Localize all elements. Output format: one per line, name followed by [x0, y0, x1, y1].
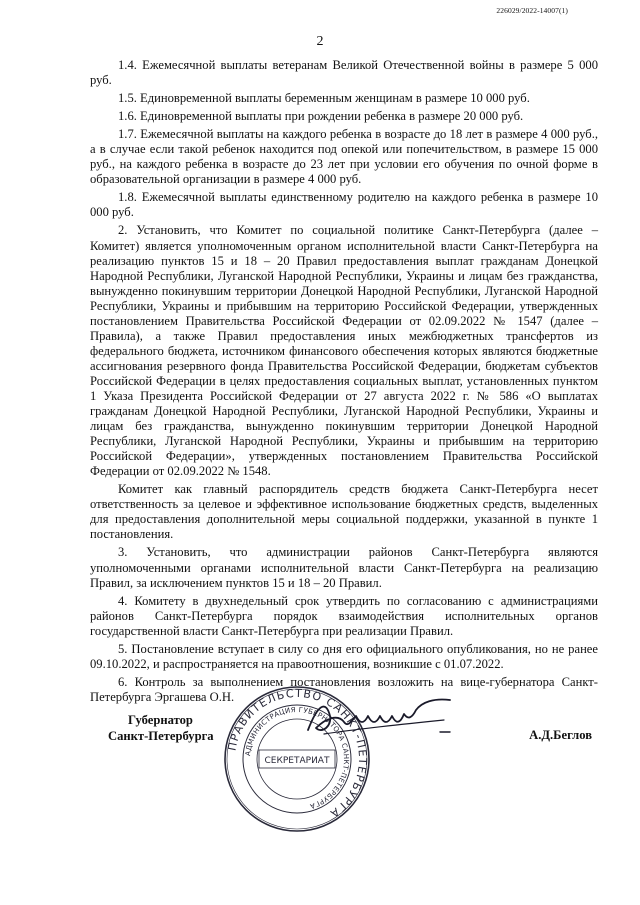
seal-inner-text: АДМИНИСТРАЦИЯ ГУБЕРНАТОРА САНКТ-ПЕТЕРБУРГА [244, 705, 351, 811]
paragraph-2: 2. Установить, что Комитет по социальной политике Санкт-Петербурга (далее – Комитет) является уполномоченным органом исполнительной власти Санкт-Петербурга на реализацию пунктов 15 и 18 – 20 Правил предоставления выплат гражданам Донецкой Народной Республики, Луганской Народной Республики, Украины и лицам без гражданства, вынужденно покинувшим территории Донецкой Народной Республики, Луганской Народной Республики, Украины и прибывшим на территорию Российской Федерации, утвержденных постановлением Правительства Российской Федерации от 02.09.2022 № 1547 (далее – Правила), а также Правил предоставления иных межбюджетных трансфертов из федерального бюджета, источником финансового обеспечения которых являются бюджетные ассигнования резервного фонда Правительства Российской Федерации, бюджетам субъектов Российской Федерации в целях предоставления социальных выплат, установленных пунктом 1 Указа Президента Российской Федерации от 27 августа 2022 г. № 586 «О выплатах гражданам Донецкой Народной Республики, Луганской Народной Республики, Украины и лицам без гражданства, вынужденно покинувшим территории Донецкой Народной Республики, Луганской Народной Республики, Украины и прибывшим на территорию Российской Федерации», утвержденных постановлением Правительства Российской Федерации от 02.09.2022 № 1548. [90, 223, 598, 479]
signatory-title [108, 712, 214, 744]
signatory-title-line1: Губернатор [128, 713, 193, 727]
handwritten-signature-icon [304, 694, 454, 742]
paragraph-3: 3. Установить, что администрации районов Санкт-Петербурга являются уполномоченными органами исполнительной власти Санкт-Петербурга на реализацию Правил, за исключением пунктов 15 и 18 – 20 Правил. [90, 545, 598, 590]
paragraph-6: 6. Контроль за выполнением постановления возложить на вице-губернатора Санкт-Петербурга Эргашева О.Н. [90, 674, 598, 704]
paragraph-1-4: 1.4. Ежемесячной выплаты ветеранам Великой Отечественной войны в размере 5 000 руб. [90, 58, 598, 88]
paragraph-4: 4. Комитету в двухнедельный срок утвердить по согласованию с администрациями районов Санкт-Петербурга порядок взаимодействия исполнительных органов государственной власти Санкт-Петербурга при реализации Правил. [90, 593, 598, 638]
signatory-title-line2: Санкт-Петербурга [108, 729, 214, 743]
paragraph-1-7: 1.7. Ежемесячной выплаты на каждого ребенка в возрасте до 18 лет в размере 4 000 руб., а в случае если такой ребенок находится под опекой или попечительством, в размере 15 000 руб., на каждого ребенка в возрасте до 23 лет при условии его обучения по очной форме в образовательной организации в размере 4 000 руб. [90, 127, 598, 187]
paragraph-1-6: 1.6. Единовременной выплаты при рождении ребенка в размере 20 000 руб. [118, 109, 524, 124]
paragraph-5: 5. Постановление вступает в силу со дня его официального опубликования, но не ранее 09.10.2022, и распространяется на правоотношения, возникшие с 01.07.2022. [90, 641, 598, 671]
paragraph-1-5: 1.5. Единовременной выплаты беременным женщинам в размере 10 000 руб. [118, 91, 530, 106]
seal-outer-text: ПРАВИТЕЛЬСТВО САНКТ-ПЕТЕРБУРГА [225, 686, 370, 821]
document-body [90, 58, 598, 708]
signatory-name: А.Д.Беглов [529, 728, 592, 742]
paragraph-committee: Комитет как главный распорядитель средств бюджета Санкт-Петербурга несет ответственность за целевое и эффективное использование бюджетных средств, выделенных для предоставления дополнительной меры социальной поддержки, указанной в пункте 1 постановления. [90, 482, 598, 542]
paragraph-1-8: 1.8. Ежемесячной выплаты единственному родителю на каждого ребенка в размере 10 000 руб. [90, 190, 598, 220]
seal-center-text: СЕКРЕТАРИАТ [264, 756, 330, 766]
page-number: 2 [316, 34, 324, 49]
document-id: 226029/2022-14007(1) [496, 6, 568, 15]
